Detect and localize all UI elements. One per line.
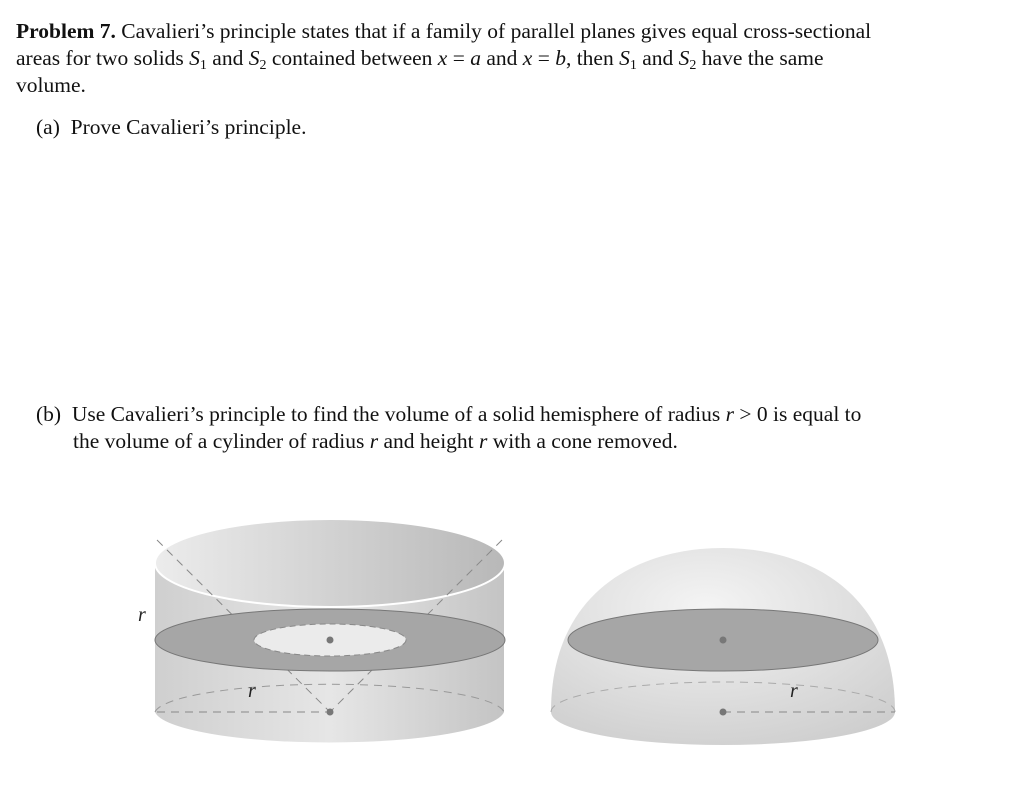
text: have the same (696, 46, 824, 70)
math: x (522, 46, 533, 70)
math: r (725, 402, 735, 426)
hemi-radius-label: r (790, 680, 798, 702)
math: r (479, 429, 488, 453)
text: areas for two solids (16, 46, 190, 70)
math: a (470, 46, 481, 70)
math: S (619, 46, 630, 70)
math: b (555, 46, 566, 70)
problem-text: Cavalieri’s principle states that if a family of parallel planes gives equal cross-sectional (121, 19, 872, 43)
text: > 0 is equal to (734, 402, 862, 426)
part-text: Prove Cavalieri’s principle. (70, 115, 307, 139)
cyl-height-label: r (138, 604, 146, 626)
hemisphere (551, 548, 895, 745)
text: and (206, 46, 249, 70)
math: = (532, 46, 556, 70)
text: with a cone removed. (487, 429, 678, 453)
text: Use Cavalieri’s principle to find the volume of a solid hemisphere of radius (71, 402, 726, 426)
text: and (636, 46, 679, 70)
math: S (248, 46, 260, 70)
part-label: (b) (36, 402, 62, 426)
math: r (369, 429, 379, 453)
text: and height (378, 429, 480, 453)
text: contained between (266, 46, 438, 70)
problem-heading: Problem 7. (16, 19, 116, 43)
text: , then (565, 46, 620, 70)
text: the volume of a cylinder of radius (73, 429, 370, 453)
math: S (189, 46, 200, 70)
text: and (480, 46, 523, 70)
math: 2 (689, 58, 697, 73)
math: = (447, 46, 471, 70)
part-label: (a) (36, 115, 60, 139)
math: 1 (199, 58, 207, 73)
math: x (437, 46, 448, 70)
problem-line-3: volume. (16, 73, 86, 97)
cyl-radius-label: r (248, 680, 256, 702)
math: 2 (259, 58, 267, 73)
math: 1 (629, 58, 637, 73)
cylinder (155, 519, 505, 743)
math: S (678, 46, 690, 70)
